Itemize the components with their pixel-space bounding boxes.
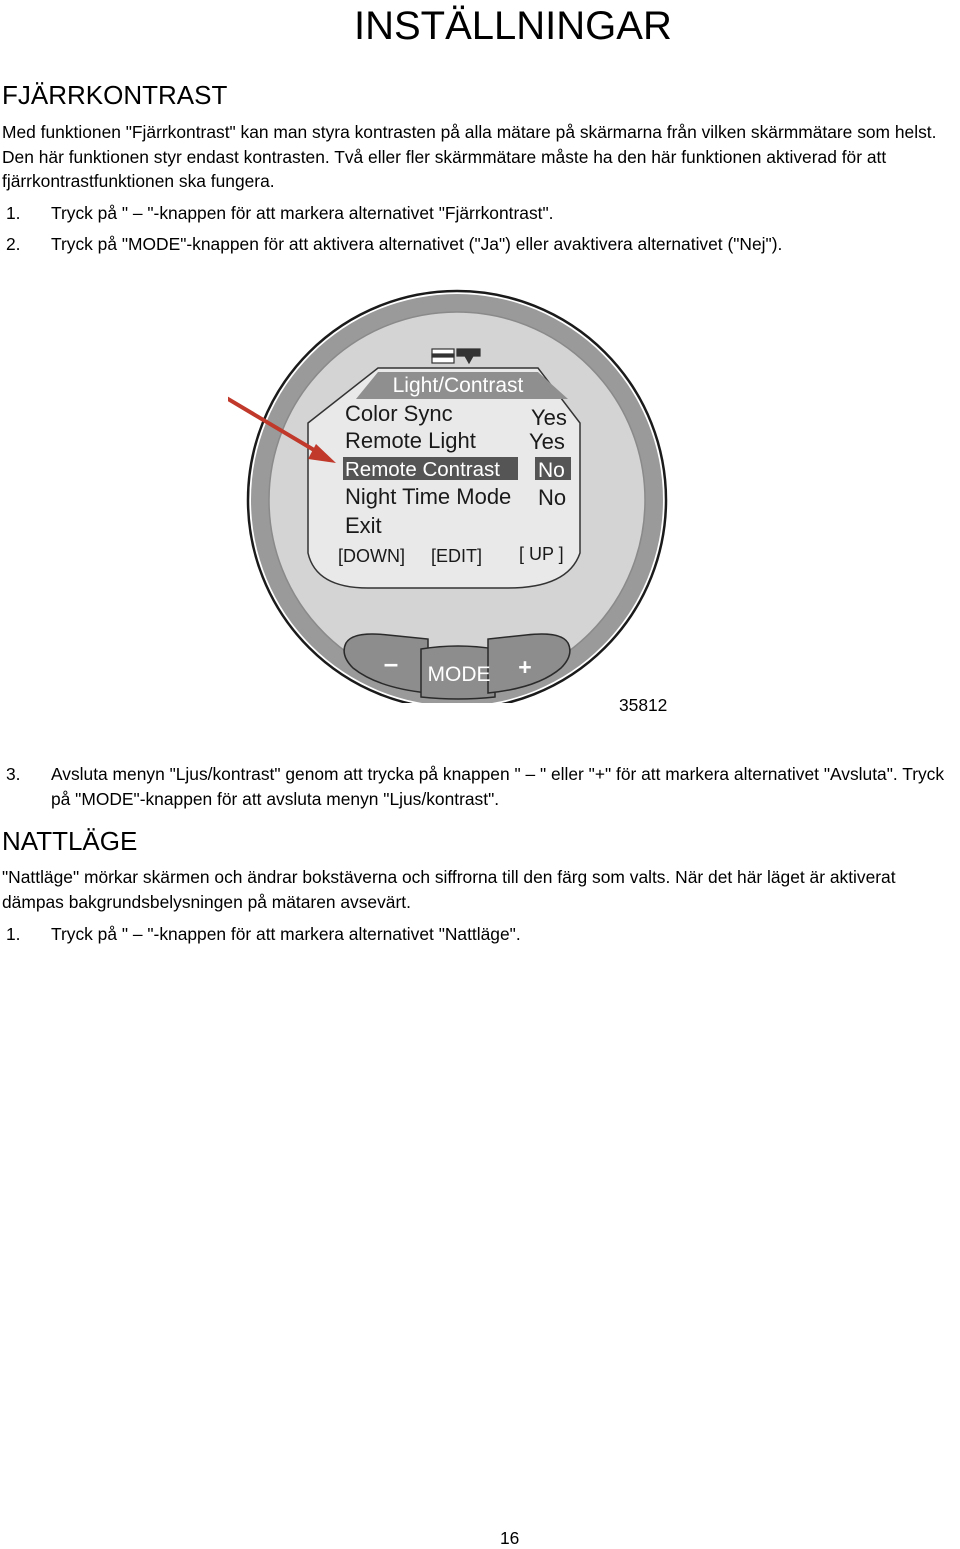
plus-button-label: + — [518, 654, 532, 680]
night-mode-intro: "Nattläge" mörkar skärmen och ändrar bokstäverna och siffrorna till den färg som valts. När det här läget är aktiverat dämpas bakgrundsbelysningen på mätaren avsevärt. — [2, 867, 896, 912]
menu-value-remote-contrast: No — [538, 459, 565, 482]
section-heading-remote-contrast: FJÄRRKONTRAST — [2, 80, 228, 110]
menu-value-night-time-mode: No — [538, 485, 567, 510]
softkey-down: [DOWN] — [338, 546, 405, 566]
step-text: Tryck på " – "-knappen för att markera alternativet "Nattläge". — [51, 924, 521, 944]
step-item — [6, 201, 956, 226]
menu-item-night-time-mode: Night Time Mode — [345, 484, 512, 509]
step-text: Tryck på " – "-knappen för att markera alternativet "Fjärrkontrast". — [51, 203, 554, 223]
menu-item-exit: Exit — [345, 513, 382, 538]
step-item — [6, 922, 956, 947]
menu-title: Light/Contrast — [392, 374, 524, 397]
softkey-edit: [EDIT] — [431, 546, 483, 566]
softkey-up: [ UP ] — [519, 544, 564, 564]
mode-button-label: MODE — [427, 663, 491, 686]
step-text: Avsluta menyn "Ljus/kontrast" genom att trycka på knappen " – " eller "+" för att markera alternativet "Avsluta". Tryck på "MODE"-knappen för att avsluta menyn "Ljus/kontrast". — [51, 764, 945, 809]
step-item — [6, 762, 956, 811]
gauge-illustration — [228, 283, 688, 703]
menu-item-remote-contrast: Remote Contrast — [345, 458, 500, 481]
remote-contrast-intro: Med funktionen "Fjärrkontrast" kan man styra kontrasten på alla mätare på skärmarna från vilken skärmmätare som helst. Den här funktionen styr endast kontrasten. Två eller fler skärmmätare måste ha den här funktionen aktiverad för att fjärrkontrastfunktionen ska fungera. — [2, 122, 937, 191]
page-number: 16 — [500, 1528, 520, 1548]
step-number: 3. — [6, 764, 21, 784]
menu-value-remote-light: Yes — [529, 429, 565, 454]
section-heading-night-mode: NATTLÄGE — [2, 826, 138, 856]
figure-number: 35812 — [619, 695, 668, 715]
step-number: 1. — [6, 924, 21, 944]
minus-button-label: – — [383, 648, 399, 678]
menu-value-color-sync: Yes — [531, 405, 567, 430]
menu-item-color-sync: Color Sync — [345, 401, 453, 426]
step-item — [6, 232, 956, 257]
menu-item-remote-light: Remote Light — [345, 428, 476, 453]
step-number: 1. — [6, 203, 21, 223]
step-text: Tryck på "MODE"-knappen för att aktivera alternativet ("Ja") eller avaktivera alternativet ("Nej"). — [51, 234, 783, 254]
page-title: INSTÄLLNINGAR — [354, 4, 672, 48]
step-number: 2. — [6, 234, 21, 254]
